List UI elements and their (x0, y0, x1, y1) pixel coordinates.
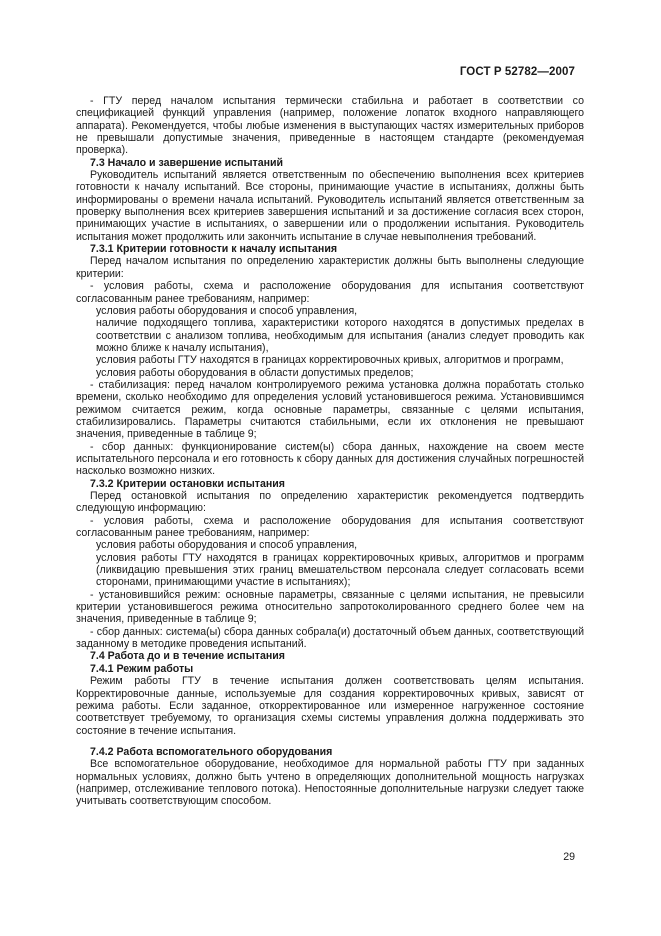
section-heading: 7.3.2 Критерии остановки испытания (90, 477, 285, 490)
list-item: - сбор данных: функционирование систем(ы) сбора данных, нахождение на своем месте испытательного персонала и его готовность к сбору данных для достижения случайных погрешностей насколько возможно низких. (76, 440, 584, 478)
section-heading: 7.4.1 Режим работы (90, 662, 194, 675)
section-heading: 7.4 Работа до и в течение испытания (90, 650, 285, 663)
document-body (76, 95, 584, 808)
list-item: - условия работы, схема и расположение оборудования для испытания соответствуют согласованным ранее требованиям, например: (76, 280, 584, 305)
sub-list-item: условия работы оборудования и способ управления, (96, 539, 358, 552)
sub-list-item: условия работы ГТУ находятся в границах корректировочных кривых, алгоритмов и программ (ликвидацию превышения этих границ вмешательством персонала следует согласовать всеми сторонами, принимающими участие в испытаниях); (96, 551, 584, 589)
page-number: 29 (563, 851, 575, 863)
paragraph: Режим работы ГТУ в течение испытания должен соответствовать целям испытания. Корректировочные данные, используемые для создания корректировочных кривых, зависят от режима работы. Если заданное, откорректированное или измеренное нагруженное состояние соответствует требуемому, то организация схемы системы управления должна поддерживать это состояние в течение испытания. (76, 675, 584, 737)
list-item: - условия работы, схема и расположение оборудования для испытания соответствуют согласованным ранее требованиям, например: (76, 514, 584, 540)
list-item: - сбор данных: система(ы) сбора данных собрала(и) достаточный объем данных, соответствующий заданному в методике проведения испытаний. (76, 625, 584, 651)
sub-list-item: наличие подходящего топлива, характеристики которого находятся в допустимых пределах в соответствии с анализом топлива, необходимым для испытания (анализ следует проводить как можно ближе к началу испытания), (96, 317, 584, 354)
section-heading: 7.3 Начало и завершение испытаний (90, 156, 284, 169)
paragraph: Все вспомогательное оборудование, необходимое для нормальной работы ГТУ при заданных нормальных условиях, должно быть учтено в определяющих дополнительной мощность нагрузках (например, отслеживание теплового потока). Непостоянные дополнительные нагрузки следует также учитывать соответствующим способом. (76, 758, 584, 808)
list-item: - стабилизация: перед началом контролируемого режима установка должна поработать столько времени, сколько необходимо для определения условий установившегося режима. Установившимся режимом считается режим, когда основные параметры, связанные с целями испытания, стабилизировались. Параметры считаются стабильными, если их отклонения не превышают значения, приведенные в таблице 9; (76, 378, 584, 441)
section-heading: 7.4.2 Работа вспомогательного оборудования (90, 745, 333, 758)
section-heading: 7.3.1 Критерии готовности к началу испытания (90, 243, 338, 256)
sub-list-item: условия работы оборудования и способ управления, (96, 304, 358, 317)
page-header: ГОСТ Р 52782—2007 (459, 66, 575, 78)
sub-list-item: условия работы оборудования в области допустимых пределов; (96, 366, 414, 379)
list-item: - установившийся режим: основные параметры, связанные с целями испытания, не превысили критерии установившегося режима относительно запротоколированного среднего более чем на значения, приведенные в таблице 9; (76, 588, 584, 626)
paragraph: Руководитель испытаний является ответственным по обеспечению выполнения всех критериев готовности к началу испытаний. Все стороны, принимающие участие в испытаниях, должны быть информированы о времени начала испытаний. Руководитель испытаний является ответственным за проверку выполнения всех критериев завершения испытаний и за достижение согласия всех сторон, принимающих участие в испытаниях, о завершении или о продолжении испытания. Руководитель испытания может продолжить или закончить испытание в случае невыполнения требований. (76, 169, 584, 243)
paragraph: - ГТУ перед началом испытания термически стабильна и работает в соответствии со спецификацией функций управления (например, положение лопаток входного направляющего аппарата). Рекомендуется, чтобы любые изменения в выступающих частях измерительных приборов не превышали допустимые значения, приведенные в настоящем стандарте (рекомендуемая проверка). (76, 95, 584, 157)
paragraph: Перед остановкой испытания по определению характеристик рекомендуется подтвердить следующую информацию: (76, 490, 584, 515)
sub-list-item: условия работы ГТУ находятся в границах корректировочных кривых, алгоритмов и программ, (96, 354, 564, 367)
paragraph: Перед началом испытания по определению характеристик должны быть выполнены следующие критерии: (76, 255, 584, 280)
